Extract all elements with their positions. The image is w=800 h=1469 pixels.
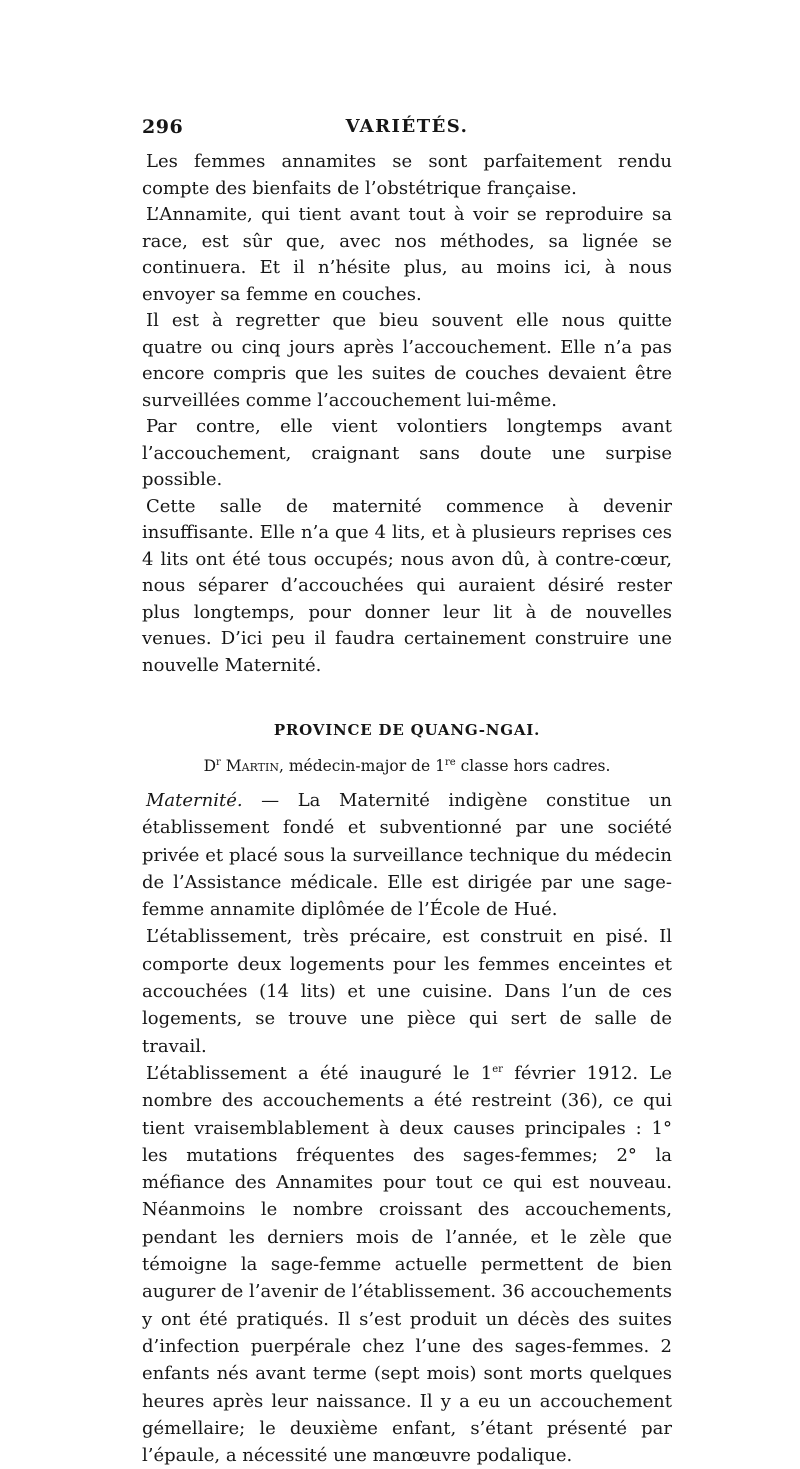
byline-rank: , médecin-major de 1: [278, 757, 445, 775]
paragraph: Il est à regretter que bieu souvent elle nous quitte quatre ou cinq jours après l’accouchement. Elle n’a pas encore compris que les suites de couches devaient être surveillées comme l’accouchement lui-même.: [142, 310, 672, 411]
byline-title: D: [203, 757, 217, 775]
byline-rank-sup: re: [444, 756, 456, 768]
author-byline: [142, 753, 672, 779]
byline-rank-suffix: classe hors cadres.: [455, 757, 611, 775]
ordinal-sup: er: [492, 1063, 503, 1075]
paragraph-text: L’établissement a été inauguré le 1: [146, 1062, 493, 1084]
paragraph: L’établissement, très précaire, est construit en pisé. Il comporte deux logements pour les femmes enceintes et accouchées (14 lits) et une cuisine. Dans l’un de ces logements, se trouve une pièce qui sert de salle de travail.: [142, 926, 672, 1057]
running-title: VARIÉTÉS.: [345, 116, 469, 137]
paragraph: [142, 787, 672, 923]
paragraph: [142, 1060, 672, 1469]
byline-title-sup: r: [216, 756, 221, 768]
paragraph: Par contre, elle vient volontiers longtemps avant l’accouchement, craignant sans doute une surpise possible.: [142, 416, 672, 490]
paragraph: L’Annamite, qui tient avant tout à voir se reproduire sa race, est sûr que, avec nos méthodes, sa lignée se continuera. Et il n’hésite plus, au moins ici, à nous envoyer sa femme en couches.: [142, 204, 672, 305]
body-text: [142, 149, 672, 1469]
paragraph-label: Maternité.: [146, 790, 243, 811]
paragraph-text: — La Maternité indigène constitue un établissement fondé et subventionné par une société privée et placé sous la surveillance technique du médecin de l’Assistance médicale. Elle est dirigée par une sage-femme annamite diplômée de l’École de Hué.: [142, 790, 672, 921]
running-head: [142, 116, 672, 146]
paragraph: Les femmes annamites se sont parfaitement rendu compte des bienfaits de l’obstétrique française.: [142, 151, 672, 199]
paragraph: Cette salle de maternité commence à devenir insuffisante. Elle n’a que 4 lits, et à plusieurs reprises ces 4 lits ont été tous occupés; nous avon dû, à contre-cœur, nous séparer d’accouchées qui auraient désiré rester plus longtemps, pour donner leur lit à de nouvelles venues. D’ici peu il faudra certainement construire une nouvelle Maternité.: [142, 495, 672, 676]
section-body: [142, 787, 672, 1469]
paragraph-text: février 1912. Le nombre des accouchements a été restreint (36), ce qui tient vraisemblablement à deux causes principales : 1° les mutations fréquentes des sages-femmes; 2° la méfiance des Annamites pour tout ce qui est nouveau. Néanmoins le nombre croissant des accouchements, pendant les derniers mois de l’année, et le zèle que témoigne la sage-femme actuelle permettent de bien augurer de l’avenir de l’établissement. 36 accouchements y ont été pratiqués. Il s’est produit un décès des suites d’infection puerpérale chez l’une des sages-femmes. 2 enfants nés avant terme (sept mois) sont morts quelques heures après leur naissance. Il y a eu un accouchement gémellaire; le deuxième enfant, s’étant présenté par l’épaule, a nécessité une manœuvre podalique.: [142, 1062, 672, 1467]
byline-author: Martin: [225, 757, 279, 775]
page-number: 296: [142, 116, 184, 138]
section-heading: PROVINCE DE QUANG-NGAI.: [273, 721, 541, 739]
